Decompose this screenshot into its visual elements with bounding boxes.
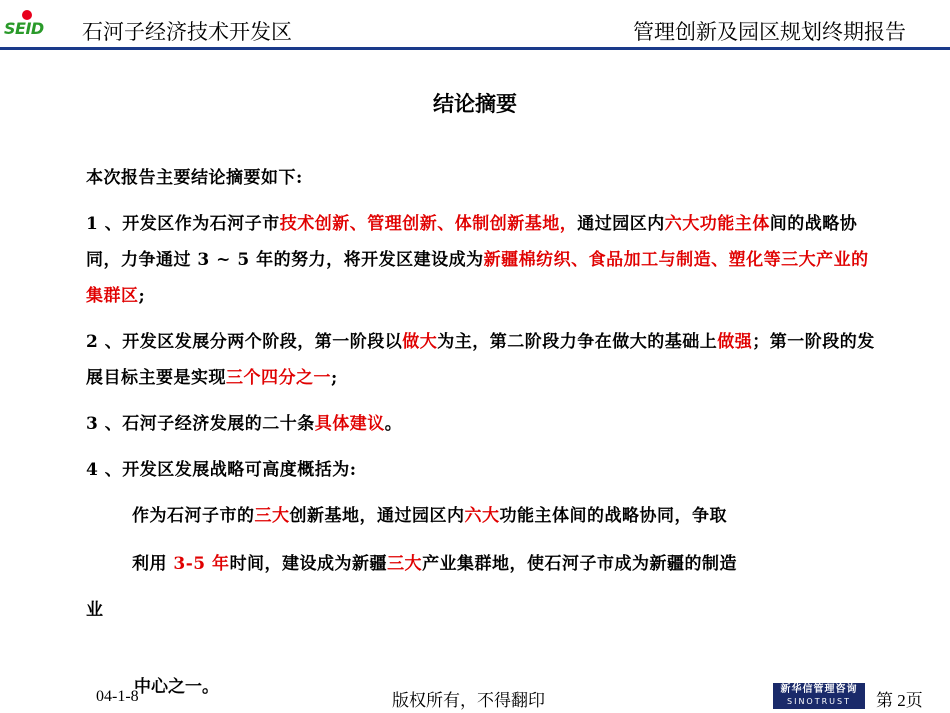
c1-c: 通过园区内 bbox=[577, 214, 665, 234]
c3-b: 具体建议 bbox=[314, 414, 385, 434]
s1-e: 功能主体间的战略协同，争取 bbox=[499, 506, 727, 526]
c1-a: 1 、开发区作为石河子市 bbox=[86, 214, 280, 234]
c4-a: 4 、开发区发展战略可高度概括为: bbox=[86, 460, 357, 480]
slide-header bbox=[0, 0, 950, 46]
c3-c: 。 bbox=[384, 414, 403, 434]
strategy-line-2-wrap bbox=[86, 592, 876, 628]
header-divider bbox=[0, 47, 950, 50]
page-title: 结论摘要 bbox=[433, 91, 517, 116]
s2-b: 3-5 年 bbox=[173, 554, 230, 574]
c2-e: ；第一阶段的发展目标主要是实现 bbox=[86, 332, 875, 388]
footer-date: 04-1-8 bbox=[96, 688, 139, 705]
c2-c: 为主，第二阶段力争在做大的基础上 bbox=[437, 332, 718, 352]
sinotrust-logo bbox=[773, 683, 865, 709]
conclusion-3 bbox=[86, 406, 876, 442]
c2-b: 做大 bbox=[402, 332, 438, 352]
s1-c: 创新基地，通过园区内 bbox=[289, 506, 465, 526]
s2-e: 产业集群地，使石河子市成为新疆的制造 bbox=[422, 554, 738, 574]
c2-a: 2 、开发区发展分两个阶段，第一阶段以 bbox=[86, 332, 403, 352]
c2-f: 三个四分之一 bbox=[226, 368, 331, 388]
intro-text: 本次报告主要结论摘要如下: bbox=[86, 168, 303, 188]
c2-d: 做强 bbox=[717, 332, 753, 352]
conclusion-4 bbox=[86, 452, 876, 488]
header-right-title: 管理创新及园区规划终期报告 bbox=[633, 20, 906, 44]
strategy-line-2 bbox=[86, 546, 876, 582]
sinotrust-logo-en: SINOTRUST bbox=[787, 697, 851, 706]
s2-d: 三大 bbox=[387, 554, 423, 574]
s1-d: 六大 bbox=[464, 506, 500, 526]
intro-paragraph bbox=[86, 160, 876, 196]
s1-b: 三大 bbox=[254, 506, 290, 526]
summary-body bbox=[86, 160, 876, 638]
c2-g: ; bbox=[331, 368, 338, 388]
strategy-line-1 bbox=[86, 498, 876, 534]
conclusion-1 bbox=[86, 206, 876, 314]
c1-b: 技术创新、管理创新、体制创新基地， bbox=[279, 214, 578, 234]
footer-copyright: 版权所有，不得翻印 bbox=[392, 691, 545, 711]
logo-text: SEID bbox=[4, 19, 44, 38]
c1-g: ; bbox=[138, 286, 146, 306]
header-left-title: 石河子经济技术开发区 bbox=[82, 20, 292, 44]
conclusion-2 bbox=[86, 324, 876, 396]
c1-e: 间的战略协同，力争通过 3 ~ 5 年的努力，将开发区建设成为 bbox=[86, 214, 858, 270]
c3-a: 3 、石河子经济发展的二十条 bbox=[86, 414, 315, 434]
s1-a: 作为石河子市的 bbox=[132, 506, 255, 526]
s2-a: 利用 bbox=[132, 554, 174, 574]
c1-d: 六大功能主体 bbox=[664, 214, 770, 234]
page-number: 第 2页 bbox=[876, 691, 923, 710]
seid-logo bbox=[4, 10, 62, 38]
s2-c: 时间，建设成为新疆 bbox=[229, 554, 388, 574]
c1-f: 新疆棉纺织、食品加工与制造、塑化等三大产业的集群区 bbox=[86, 250, 869, 306]
sinotrust-logo-cn: 新华信管理咨询 bbox=[780, 684, 858, 695]
strategy-line-3: 中心之一。 bbox=[134, 677, 219, 697]
s2-f: 业 bbox=[86, 600, 104, 620]
